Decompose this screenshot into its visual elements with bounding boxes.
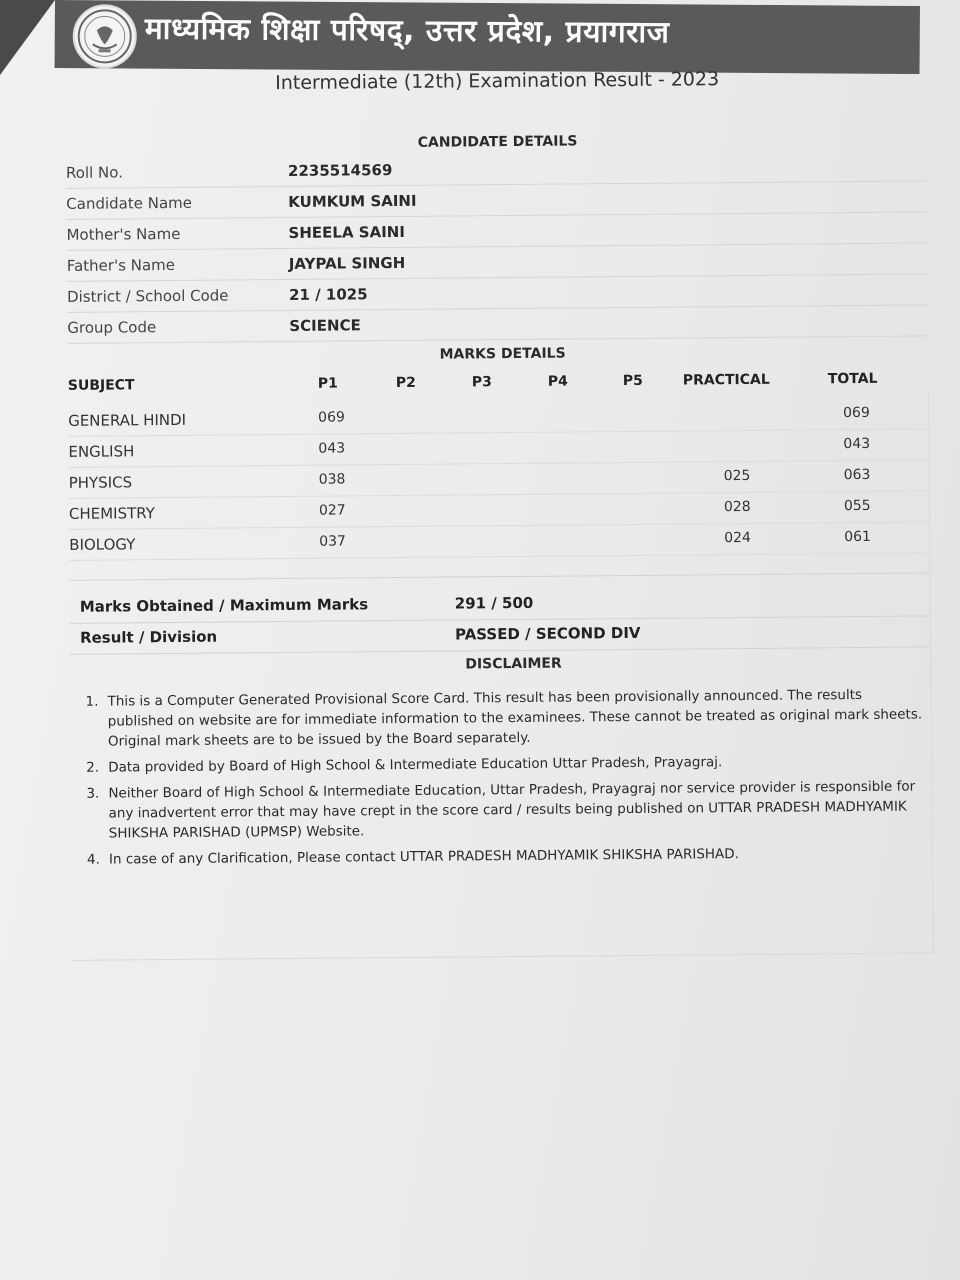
p1-mark: 069 (318, 409, 345, 426)
field-label: Roll No. (65, 163, 123, 182)
board-title-hindi: माध्यमिक शिक्षा परिषद्, उत्तर प्रदेश, प्रयागराज (144, 11, 670, 51)
disclaimer-list (86, 684, 928, 875)
total-mark: 043 (843, 435, 871, 453)
col-p5: P5 (622, 372, 643, 390)
disclaimer-item (86, 776, 926, 843)
result-division-label: Result / Division (79, 627, 218, 647)
col-practical: PRACTICAL (682, 371, 770, 389)
district-school-code: 21 / 1025 (288, 285, 368, 304)
marks-table (68, 362, 930, 559)
result-division-value: PASSED / SECOND DIV (454, 623, 641, 644)
col-p3: P3 (471, 374, 492, 391)
disclaimer-item (86, 750, 926, 777)
col-subject: SUBJECT (67, 377, 135, 394)
col-p1: P1 (317, 375, 338, 392)
item-number: 2. (86, 759, 100, 776)
total-mark: 055 (843, 497, 871, 515)
roll-number: 2235514569 (287, 161, 393, 180)
mother-name: SHEELA SAINI (288, 222, 405, 242)
total-mark: 063 (843, 466, 871, 484)
marks-obtained-value: 291 / 500 (454, 593, 534, 613)
practical-mark: 028 (723, 498, 751, 516)
subject-name: ENGLISH (68, 442, 135, 461)
p1-mark: 037 (319, 533, 347, 550)
practical-mark: 025 (723, 467, 751, 485)
col-p2: P2 (395, 374, 416, 392)
field-label: Mother's Name (66, 224, 181, 244)
field-label: District / School Code (66, 286, 229, 306)
p1-mark: 038 (318, 471, 346, 488)
candidate-row-group (67, 305, 927, 344)
marks-details-title: MARKS DETAILS (439, 345, 566, 363)
exam-title: Intermediate (12th) Examination Result - 2023 (275, 68, 720, 95)
subject-name: PHYSICS (68, 473, 133, 492)
subject-name: BIOLOGY (69, 535, 136, 554)
page-corner-shadow (0, 0, 55, 75)
subject-name: CHEMISTRY (68, 504, 155, 523)
item-number: 3. (86, 785, 100, 802)
item-text: Neither Board of High School & Intermediate Education, Uttar Pradesh, Prayagraj nor service provider is responsible for any inadvertent error that may have crept in the score card / results being published on UTTAR PRADESH MADHYAMIK SHIKSHA PARISHAD (UPMSP) Website. (108, 778, 916, 842)
father-name: JAYPAL SINGH (288, 253, 406, 273)
disclaimer-item (86, 684, 926, 751)
item-text: In case of any Clarification, Please contact UTTAR PRADESH MADHYAMIK SHIKSHA PARISHAD. (108, 846, 739, 868)
col-total: TOTAL (827, 370, 878, 388)
disclaimer-title: DISCLAIMER (465, 655, 562, 673)
group-code: SCIENCE (289, 316, 361, 335)
candidate-details-title: CANDIDATE DETAILS (417, 133, 578, 151)
practical-mark: 024 (724, 529, 752, 547)
field-label: Group Code (67, 318, 157, 337)
marks-obtained-label: Marks Obtained / Maximum Marks (79, 595, 369, 616)
result-content (55, 52, 933, 960)
col-p4: P4 (547, 373, 568, 390)
subject-name: GENERAL HINDI (68, 410, 187, 430)
item-text: Data provided by Board of High School & Intermediate Education Uttar Pradesh, Prayagraj. (108, 754, 723, 776)
item-number: 1. (85, 693, 99, 710)
p1-mark: 027 (318, 502, 346, 519)
candidate-name: KUMKUM SAINI (288, 191, 417, 211)
field-label: Father's Name (66, 255, 176, 275)
field-label: Candidate Name (66, 193, 193, 213)
p1-mark: 043 (318, 440, 346, 457)
item-number: 4. (86, 851, 100, 868)
disclaimer-item (87, 842, 927, 869)
total-mark: 069 (843, 404, 870, 422)
item-text: This is a Computer Generated Provisional Score Card. This result has been provisionally announced. The results published on website are for immediate information to the examinees. These cannot be treated as original mark sheets. Original mark sheets are to be issued by the Board separately. (107, 686, 923, 750)
total-mark: 061 (844, 528, 871, 546)
